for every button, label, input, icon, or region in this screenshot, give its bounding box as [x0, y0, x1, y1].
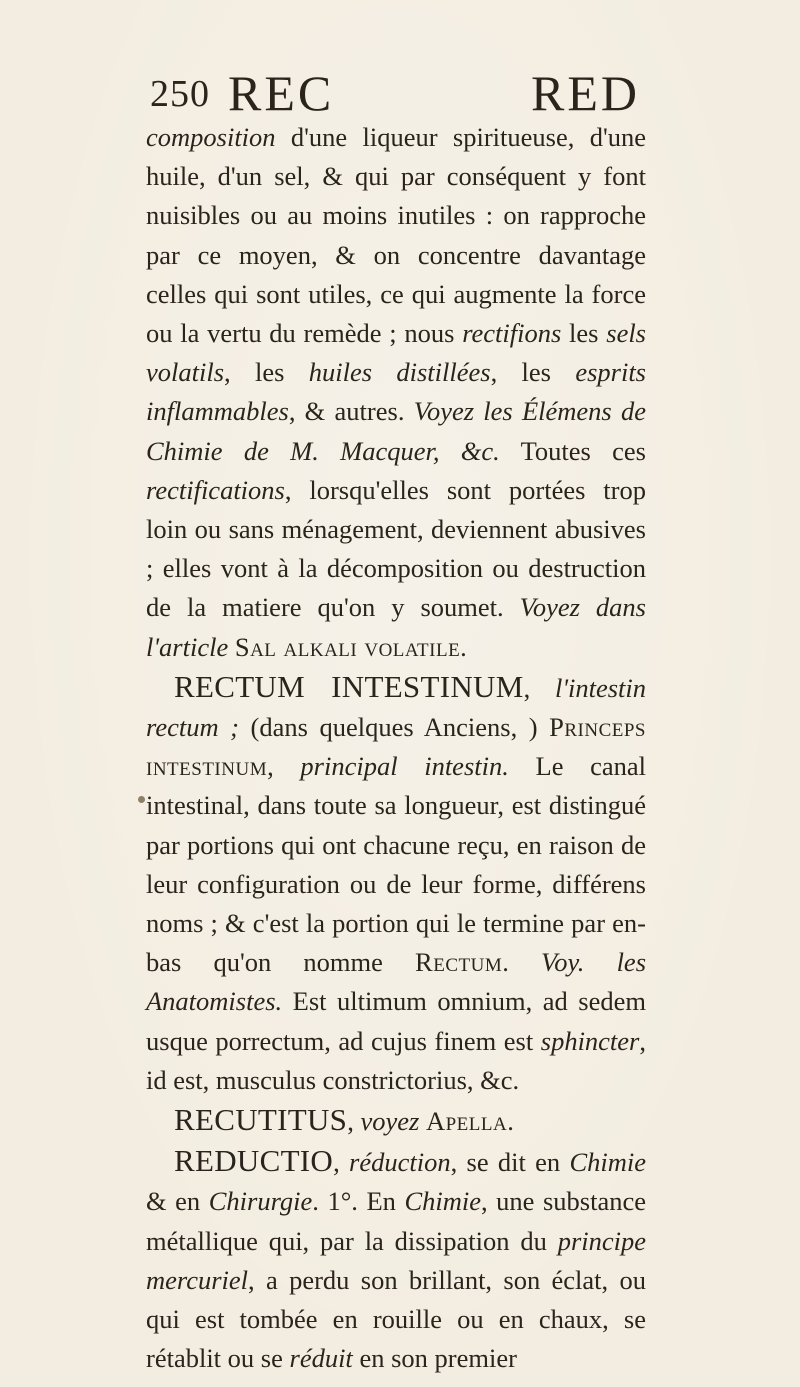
- running-head-left: REC: [228, 65, 335, 121]
- margin-ink-dot: [138, 796, 145, 803]
- headword: REDUCTIO: [174, 1143, 334, 1179]
- entry-rectum-intestinum: RECTUM INTESTINUM, l'intestin rectum ; (dans quelques Anciens, ) Princeps intestinum, principal intestin. Le canal intestinal, dans toute sa longueur, est distingué par portions qui ont chacune reçu, en raison de leur configuration ou de leur forme, différens noms ; & c'est la portion qui le termine par en-bas qu'on nomme Rectum. Voy. les Anatomistes. Est ultimum omnium, ad sedem usque porrectum, ad cujus finem est sphincter, id est, musculus constrictorius, &c.: [146, 668, 647, 1095]
- entry-reductio: REDUCTIO, réduction, se dit en Chimie & en Chirurgie. 1°. En Chimie, une substance métallique qui, par la dissipation du principe mercuriel, a perdu son brillant, son éclat, ou qui est tombée en rouille ou en chaux, se rétablit ou se réduit en son premier: [146, 1143, 647, 1374]
- entry-recutitus: RECUTITUS, voyez Apella.: [174, 1102, 514, 1138]
- headword: RECUTITUS: [174, 1102, 348, 1138]
- running-header: [150, 64, 640, 121]
- dictionary-text-column: [146, 118, 646, 1379]
- headword: RECTUM INTESTINUM: [174, 668, 524, 704]
- running-head-right: RED: [531, 65, 640, 121]
- page-number: 250: [150, 73, 210, 115]
- entry-continuation-rectification: composition d'une liqueur spiritueuse, d'une huile, d'un sel, & qui par conséquent y font nuisibles ou au moins inutiles : on rapproche par ce moyen, & on concentre davantage celles qui sont utiles, ce qui augmente la force ou la vertu du remède ; nous rectifions les sels volatils, les huiles distillées, les esprits inflammables, & autres. Voyez les Élémens de Chimie de M. Macquer, &c. Toutes ces rectifications, lorsqu'elles sont portées trop loin ou sans ménagement, deviennent abusives ; elles vont à la décomposition ou destruction de la matiere qu'on y soumet. Voyez dans l'article Sal alkali volatile.: [146, 122, 647, 662]
